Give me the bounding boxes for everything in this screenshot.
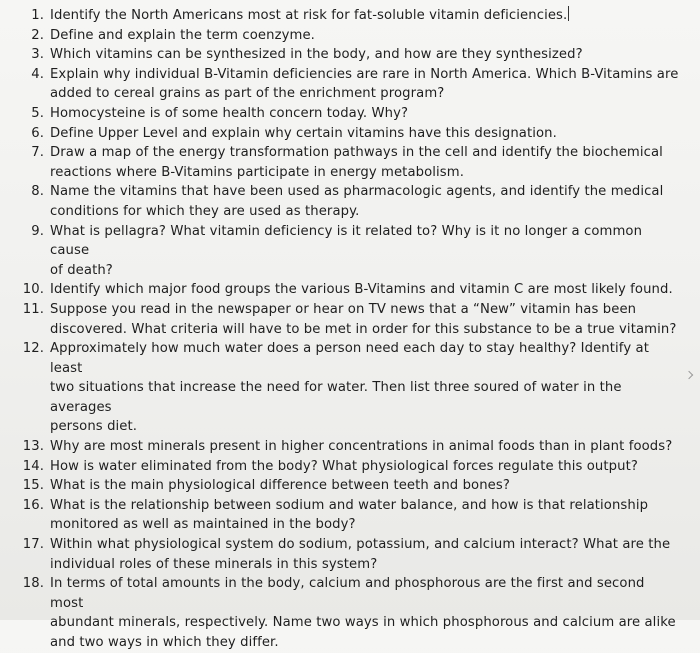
question-text: Define Upper Level and explain why certain vitamins have this designation.: [50, 125, 557, 141]
question-item: [18, 143, 682, 182]
question-text: Why are most minerals present in higher concentrations in animal foods than in plant foods?: [50, 439, 673, 455]
question-item: [18, 457, 682, 477]
question-number: 11.: [22, 301, 44, 317]
question-text: Approximately how much water does a person need each day to stay healthy? Identify at least two situations that increase the need for water. Then list three soured of water in the averages persons diet.: [50, 341, 649, 435]
question-item: [18, 300, 682, 339]
question-text: What is the main physiological difference between teeth and bones?: [50, 478, 510, 494]
question-number: 3.: [31, 47, 44, 63]
question-number: 12.: [22, 341, 44, 357]
question-item: [18, 476, 682, 496]
question-text: Identify the North Americans most at risk for fat-soluble vitamin deficiencies.: [50, 8, 568, 23]
question-item: [18, 104, 682, 124]
question-item: [18, 222, 682, 281]
question-text: Explain why individual B-Vitamin deficiencies are rare in North America. Which B-Vitamins are added to cereal grains as part of the enrichment program?: [50, 66, 679, 102]
question-item: [18, 45, 682, 65]
question-text: Identify which major food groups the various B-Vitamins and vitamin C are most likely found.: [50, 282, 673, 298]
question-number: 5.: [31, 105, 44, 121]
question-item: [18, 496, 682, 535]
question-number: 18.: [22, 576, 44, 592]
question-number: 9.: [31, 223, 44, 239]
question-text: How is water eliminated from the body? What physiological forces regulate this output?: [50, 458, 638, 474]
question-item: [18, 6, 682, 26]
question-item: [18, 182, 682, 221]
question-item: [18, 437, 682, 457]
question-number: 15.: [22, 478, 44, 494]
question-number: 1.: [31, 8, 44, 23]
question-text: Name the vitamins that have been used as pharmacologic agents, and identify the medical conditions for which they are used as therapy.: [50, 184, 664, 219]
question-item: [18, 26, 682, 46]
question-number: 8.: [31, 184, 44, 200]
question-text: Within what physiological system do sodium, potassium, and calcium interact? What are the individual roles of these minerals in this system?: [50, 537, 671, 572]
question-number: 4.: [31, 66, 44, 82]
question-text: Draw a map of the energy transformation pathways in the cell and identify the biochemical reactions where B-Vitamins participate in energy metabolism.: [50, 145, 663, 180]
question-text: Which vitamins can be synthesized in the body, and how are they synthesized?: [50, 47, 583, 63]
question-item: [18, 535, 682, 574]
question-text: Suppose you read in the newspaper or hear on TV news that a “New” vitamin has been discovered. What criteria will have to be met in order for this substance to be a true vitamin?: [50, 301, 677, 337]
question-text: In terms of total amounts in the body, calcium and phosphorous are the first and second most abundant minerals, respectively. Name two ways in which phosphorous and calcium are alike and two ways in which they differ.: [50, 576, 676, 650]
question-item: [18, 124, 682, 144]
question-number: 2.: [31, 27, 44, 43]
question-item: [18, 574, 682, 652]
question-list: [18, 6, 682, 653]
question-number: 14.: [22, 458, 44, 474]
question-item: [18, 65, 682, 104]
question-item: [18, 339, 682, 437]
question-number: 7.: [31, 145, 44, 161]
text-cursor: [568, 6, 569, 21]
question-number: 16.: [22, 497, 44, 513]
question-number: 17.: [22, 537, 44, 553]
edge-chevron-icon: [685, 371, 693, 379]
question-number: 13.: [22, 439, 44, 455]
question-text: Define and explain the term coenzyme.: [50, 27, 315, 43]
question-text: What is pellagra? What vitamin deficiency is it related to? Why is it no longer a common cause of death?: [50, 223, 643, 278]
question-text: Homocysteine is of some health concern today. Why?: [50, 105, 409, 121]
question-number: 6.: [31, 125, 44, 141]
question-item: [18, 280, 682, 300]
question-text: What is the relationship between sodium and water balance, and how is that relationship monitored as well as maintained in the body?: [50, 497, 649, 533]
question-number: 10.: [22, 282, 44, 298]
